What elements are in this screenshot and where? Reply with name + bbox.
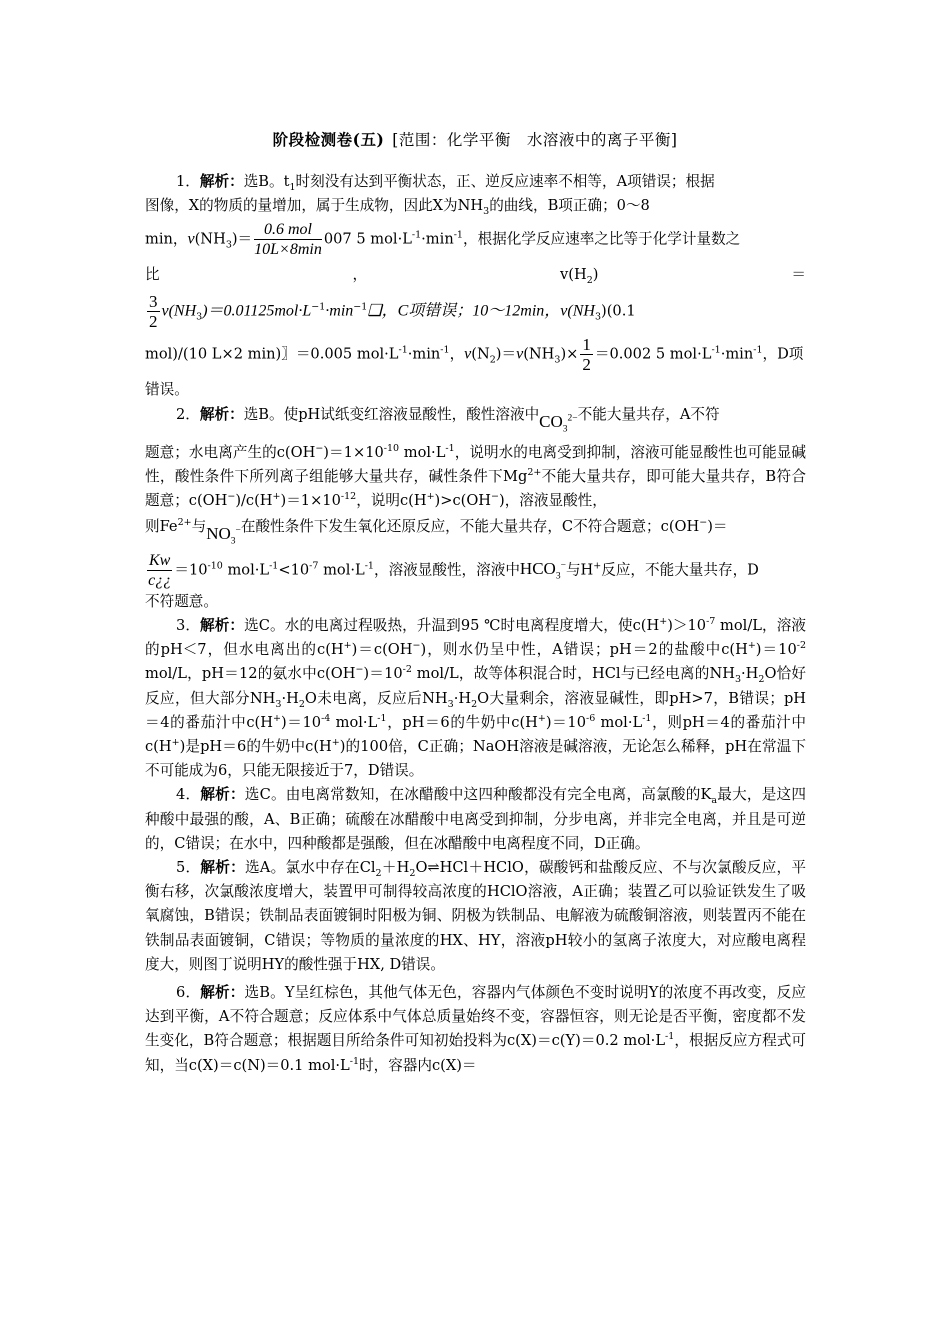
text-run: ，根据反应方程式可知，当c(X)＝c(N)＝0.1 mol·L	[145, 1032, 806, 1074]
text-run: 题意；水电离产生的c(OH	[145, 444, 316, 462]
item-2-line-4	[145, 551, 806, 590]
text-run: -4	[321, 712, 331, 724]
text-run: )＝c(OH	[351, 641, 413, 659]
text-run: 2+	[177, 516, 192, 528]
item-1-line-7	[145, 378, 806, 402]
text-run: 选B。Y呈红棕色，其他气体无色，容器内气体颜色不变时说明Y的浓度不再改变，反应达到平衡，A不符合题意；反应体系中气体总质量始终不变，容器恒容，则无论是否平衡，密度都不发生变化，B符合题意；根据题目所给条件可知初始投料为c(X)＝c(Y)＝0.2 mol·L	[145, 984, 806, 1050]
text-run: mol·L	[330, 713, 378, 731]
text-run: (NH	[523, 345, 555, 363]
text-run: v(H	[560, 266, 587, 284]
text-run	[560, 263, 598, 287]
text-run: 0.6 mol	[254, 220, 322, 240]
text-run: −	[227, 491, 236, 503]
text-run: -10	[383, 443, 400, 455]
answer-item-4	[145, 783, 806, 856]
text-run: v(NH	[161, 302, 197, 320]
text-run: -6	[586, 712, 596, 724]
text-run: −	[315, 443, 324, 455]
text-run: mol·L	[399, 444, 446, 462]
text-run: -2	[796, 640, 806, 652]
text-run: 选A。氯水中存在Cl	[244, 859, 376, 877]
text-run: ，说明水的电离受到抑制，溶液可能显酸性也可能显碱性，酸性条件下所列离子组能够大量共存，碱性条件下Mg	[145, 444, 807, 486]
text-run: ＋H	[381, 859, 410, 877]
text-run: ，	[449, 345, 465, 363]
text-run: -1	[398, 344, 408, 356]
text-run: 2	[586, 275, 593, 287]
answer-item-3	[145, 614, 806, 783]
text-run: )＝10	[545, 713, 586, 731]
ion-nitrate	[206, 523, 241, 547]
text-run: 3	[149, 291, 158, 311]
text-run: 2	[489, 354, 496, 366]
text-run: +	[593, 560, 602, 572]
text-run: mol·L	[318, 561, 365, 579]
text-run: )＝0.01125mol·L	[202, 302, 312, 320]
text-run: −	[699, 516, 708, 528]
text-run: -1	[753, 344, 763, 356]
text-run: 解析：	[200, 984, 245, 1002]
text-run: )	[592, 266, 599, 284]
text-run: ·min	[407, 345, 441, 363]
text-run: (NH	[194, 230, 226, 248]
text-run: -1	[349, 1055, 359, 1067]
text-run: 不符题意。	[145, 592, 218, 610]
item-1-line-5	[145, 292, 806, 331]
text-run: 在酸性条件下发生氧化还原反应，不能大量共存，C不符合题意；c(OH	[240, 517, 700, 535]
text-run: ，pH＝6的牛奶中c(H	[386, 713, 538, 731]
item-2-line-5	[145, 590, 806, 614]
text-run: +	[171, 737, 180, 749]
text-run: )(0.1	[601, 302, 636, 320]
text-run: ＝10	[174, 561, 208, 579]
text-run: -1	[364, 560, 374, 572]
text-run: 不能大量共存，即可能大量共存，B符合题意；c(OH	[145, 468, 806, 510]
text-run: mol·L	[595, 713, 643, 731]
text-run: )/c(H	[235, 492, 273, 510]
text-run: ·min	[421, 230, 454, 248]
answer-item-5	[145, 856, 806, 977]
text-run: 3	[275, 698, 282, 710]
text-run: 3	[483, 206, 490, 218]
text-run: 3	[225, 239, 232, 251]
text-run: 1	[289, 181, 296, 193]
item-6-text	[145, 981, 806, 1078]
text-run: -12	[340, 491, 357, 503]
text-run: 选C。由电离常数知，在冰醋酸中这四种酸都没有完全电离，高氯酸的K	[244, 786, 712, 804]
text-run: -7	[309, 560, 319, 572]
text-run: −	[560, 560, 566, 571]
text-run: 1．	[176, 173, 200, 190]
text-run	[145, 194, 650, 218]
item-1-line-2	[145, 194, 806, 218]
text-run: 2+	[527, 467, 542, 479]
text-run: v	[464, 345, 472, 363]
text-run: CO	[539, 411, 563, 431]
item-1-line-3	[145, 220, 806, 259]
text-run: -1	[642, 712, 652, 724]
text-run: +	[343, 640, 352, 652]
text-run: 则Fe	[145, 517, 178, 535]
text-run: +	[426, 491, 435, 503]
text-run: -1	[269, 560, 279, 572]
text-run: Kw	[149, 551, 171, 569]
text-run: −	[355, 664, 364, 676]
item-5-text	[145, 856, 806, 977]
fraction-one-half	[580, 335, 593, 374]
text-run: -1	[665, 1031, 675, 1043]
text-run: 3	[594, 311, 602, 323]
text-run: O未电离，反应后NH	[304, 689, 448, 707]
item-3-text	[145, 614, 806, 783]
text-run: )的100倍，C正确；NaOH溶液是碱溶液，无论怎么稀释，pH在常温下不可能成为6，只能无限接近于7，D错误。	[145, 738, 806, 780]
text-run: 2	[375, 867, 382, 879]
text-run: ＝	[791, 266, 806, 284]
text-run: v	[187, 230, 195, 248]
item-1-line-4	[145, 263, 806, 287]
text-run: 比	[145, 266, 160, 284]
text-run: -1	[411, 230, 422, 242]
text-run: ，D项	[762, 345, 804, 363]
text-run: ·H	[741, 665, 759, 683]
text-run: )是pH＝6的牛奶中c(H	[179, 738, 332, 756]
text-run: 3	[554, 354, 561, 366]
text-run: HCO	[519, 559, 556, 579]
answer-item-6	[145, 981, 806, 1078]
text-run: 3	[734, 674, 742, 686]
text-run: 解析：	[199, 405, 244, 423]
text-run: -1	[711, 344, 721, 356]
answer-body	[145, 170, 806, 1078]
text-run: ·H	[453, 689, 472, 707]
text-run: 2−	[567, 413, 578, 424]
text-run: )＝10	[363, 665, 403, 683]
text-run: mol·L	[222, 561, 270, 579]
text-run: 与H	[565, 561, 594, 579]
text-run: −	[412, 640, 421, 652]
text-run: -1	[445, 443, 455, 455]
text-run: 2．	[176, 405, 200, 423]
text-run: )，则水仍呈中性，A错误；pH＝2的盐酸中c(H	[420, 641, 748, 659]
ion-bicarbonate	[519, 559, 566, 582]
text-run: ，	[352, 266, 368, 284]
text-run: )＝	[707, 517, 728, 535]
text-run: min，	[145, 230, 188, 248]
text-run: 3．	[176, 617, 201, 635]
text-run: 2	[149, 311, 158, 331]
text-run: 4．	[176, 786, 201, 804]
text-run: -2	[402, 664, 412, 676]
text-run: -1	[453, 230, 463, 242]
text-run: 2	[758, 674, 765, 686]
text-run: ·min	[325, 302, 354, 320]
item-2-line-3	[145, 514, 806, 547]
text-run: 反应，不能大量共存，D	[601, 561, 759, 579]
text-run: 选B。使pH试纸变红溶液显酸性，酸性溶液中	[243, 405, 540, 423]
text-run: 选C。水的电离过程吸热，升温到95 ℃时电离程度增大，使c(H	[244, 617, 660, 635]
text-run: -10	[207, 560, 223, 572]
text-run: O恰好反应，但大部分NH	[145, 665, 806, 707]
ion-carbonate	[539, 411, 578, 435]
text-run: 解析：	[200, 617, 245, 635]
text-run: −1	[311, 301, 326, 313]
text-run: ＝0.002 5 mol·L	[594, 345, 712, 363]
text-run: v	[516, 345, 524, 363]
text-run: )＝1×10	[323, 444, 384, 462]
text-run: )＝10	[755, 641, 797, 659]
text-run: ·min	[720, 345, 754, 363]
text-run: c¿¿	[148, 571, 172, 589]
text-run: mol/L，故等体积混合时，HCl与已经电离的NH	[411, 665, 735, 683]
text-run: 5．	[176, 859, 201, 877]
text-run: )＞10	[667, 617, 707, 635]
title-scope: [范围：化学平衡 水溶液中的离子平衡]	[392, 131, 678, 149]
text-run: 时刻没有达到平衡状态，正、逆反应速率不相等，A项错误；根据	[295, 173, 715, 190]
text-run: )>c(OH	[434, 492, 492, 510]
page-title	[0, 128, 950, 150]
text-run: 选B。t	[243, 173, 290, 190]
item-2-line-1	[145, 402, 806, 435]
text-run: 错误。	[145, 380, 189, 398]
text-run: 3	[447, 698, 454, 710]
text-run: 3	[230, 536, 236, 547]
text-run: −	[235, 524, 241, 535]
answer-item-2	[145, 402, 806, 614]
text-run: )，溶液显酸性，	[499, 492, 607, 510]
text-run: <10	[278, 561, 310, 579]
text-run: mol/L，溶液的pH＜7，但水电离出的c(H	[145, 617, 806, 659]
text-run: 2	[471, 698, 478, 710]
text-run: 3	[562, 424, 568, 435]
text-run: )×	[560, 345, 579, 363]
item-1-line-1	[145, 170, 806, 194]
text-run: 10L×8min	[254, 241, 322, 259]
item-2-line-2	[145, 441, 806, 514]
text-run: −	[491, 491, 499, 503]
text-run: 2	[298, 698, 305, 710]
text-run: 3	[196, 311, 203, 323]
text-run: 2	[582, 354, 591, 374]
text-run: 3	[555, 571, 561, 582]
text-run: mol)/(10 L×2 min)〗＝0.005 mol·L	[145, 345, 399, 363]
text-run: O⇌HCl＋HClO，碳酸钙和盐酸反应、不与次氯酸反应，平衡右移，次氯酸浓度增大，装置甲可制得较高浓度的HClO溶液，A正确；装置乙可以验证铁发生了吸氧腐蚀，B错误；铁制品表面镀铜时阳极为铜、阴极为铁制品、电解液为硫酸铜溶液，则装置丙不能在铁制品表面镀铜，C错误；等物质的量浓度的HX、HY，溶液pH较小的氢离子浓度大，对应酸电离程度大，则图丁说明HY的酸性强于HX, D错误。	[145, 859, 806, 973]
text-run: +	[331, 737, 340, 749]
text-run: 最大，是这四种酸中最强的酸，A、B正确；硫酸在冰醋酸中电离受到抑制，分步电离，并非完全电离，并且是可逆的，C错误；在水中，四种酸都是强酸，但在冰醋酸中电离程度不同，D正确。	[145, 786, 806, 852]
fraction-rate-nh3	[254, 220, 322, 259]
text-run: 解析：	[200, 786, 245, 804]
text-run: 1	[582, 334, 591, 354]
answer-item-1	[145, 170, 806, 402]
fraction-kw-over-c	[147, 551, 172, 590]
text-run: +	[272, 491, 281, 503]
text-run: −1	[353, 301, 368, 313]
text-run: O大量剩余，溶液显碱性，即pH>7，B错误；pH＝4的番茄汁中c(H	[145, 689, 807, 731]
title-main: 阶段检测卷(五)	[272, 130, 385, 149]
text-run: -1	[377, 712, 387, 724]
text-run: NO	[206, 523, 231, 543]
text-run: -1	[440, 344, 450, 356]
text-run: ❑，C项错误；10～12min，v(NH	[367, 302, 595, 320]
text-run: ·H	[281, 689, 299, 707]
text-run: 与	[191, 517, 207, 535]
text-run: 007 5 mol·L	[323, 230, 412, 248]
text-run: 6．	[176, 984, 201, 1002]
text-run: (N	[471, 345, 490, 363]
text-run: 图像，X的物质的量增加，属于生成物，因此X为NH	[145, 197, 484, 215]
text-run: 解析：	[199, 173, 244, 190]
text-run: )＝	[495, 345, 517, 363]
fraction-three-halves	[147, 292, 160, 331]
text-run: +	[659, 616, 668, 628]
text-run: )＝	[231, 230, 253, 248]
text-run: +	[747, 640, 756, 652]
text-run: ，则pH＝4的番茄汁中c(H	[145, 713, 807, 756]
text-run: ，说明c(H	[356, 492, 427, 510]
text-run: 的曲线，B项正确；0～8	[489, 197, 650, 215]
text-run: )＝10	[280, 713, 322, 731]
text-run: mol/L，pH＝12的氨水中c(OH	[145, 665, 356, 683]
text-run: +	[272, 712, 281, 724]
text-run: -7	[706, 616, 716, 628]
text-run: )＝1×10	[280, 492, 341, 510]
text-run: a	[711, 795, 718, 807]
text-run: ，溶液显酸性，溶液中	[373, 561, 520, 579]
text-run: 2	[409, 867, 416, 879]
text-run: 不能大量共存，A不符	[577, 405, 720, 423]
item-1-line-6	[145, 335, 806, 374]
text-run: ，根据化学反应速率之比等于化学计量数之	[462, 230, 741, 248]
text-run: +	[537, 712, 546, 724]
text-run: 解析：	[200, 859, 245, 877]
text-run: 时，容器内c(X)＝	[359, 1056, 477, 1074]
item-4-text	[145, 783, 806, 856]
